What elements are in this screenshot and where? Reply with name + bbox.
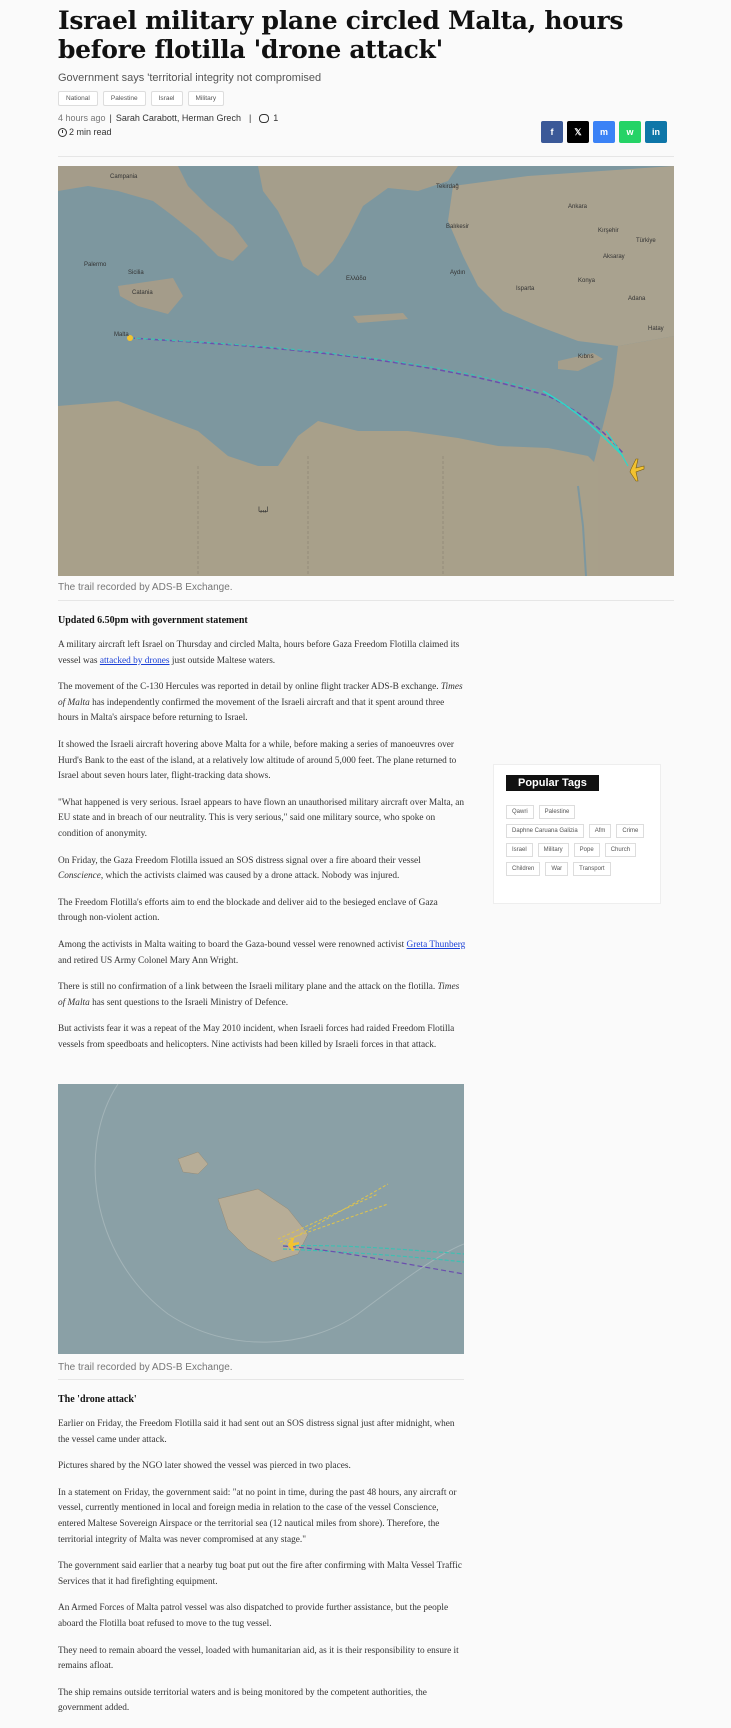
headline: Israel military plane circled Malta, hours before flotilla 'drone attack' — [58, 6, 624, 64]
article-body-continued — [58, 1394, 466, 1728]
byline-separator: | — [248, 113, 252, 123]
messenger-share-button[interactable]: m — [593, 121, 615, 143]
popular-tag[interactable]: Qawri — [506, 805, 534, 819]
map-label: Catania — [132, 290, 153, 296]
popular-tag[interactable]: Military — [538, 843, 569, 857]
popular-tags-list — [506, 805, 656, 876]
map-label: Ελλάδα — [346, 276, 367, 282]
share-bar — [541, 121, 667, 143]
popular-tag[interactable]: War — [545, 862, 568, 876]
update-note: Updated 6.50pm with government statement — [58, 615, 248, 626]
paragraph: In a statement on Friday, the government said: "at no point in time, during the past 48 hours, any aircraft or vessel, currently mentioned in local and foreign media in relation to the case of the vessel Conscience, entered Maltese Sovereign Airspace or the territorial sea (12 nautical miles from shore). Therefore, the territorial integrity of Malta was never compromised at any stage." — [58, 1487, 457, 1545]
map-label: Adana — [628, 296, 646, 302]
tag-chip[interactable]: Israel — [151, 91, 183, 106]
greta-thunberg-link[interactable]: Greta Thunberg — [406, 939, 466, 950]
tag-chip[interactable]: Military — [188, 91, 225, 106]
published-time: 4 hours ago — [58, 113, 106, 123]
tag-chip[interactable]: National — [58, 91, 98, 106]
x-share-button[interactable]: 𝕏 — [567, 121, 589, 143]
attacked-by-drones-link[interactable]: attacked by drones — [99, 655, 170, 666]
popular-tag[interactable]: Palestine — [539, 805, 576, 819]
map-caption: The trail recorded by ADS-B Exchange. — [58, 1362, 233, 1373]
malta-trail-map — [58, 1084, 464, 1354]
popular-tags-widget — [493, 764, 661, 904]
map-label: Palermo — [84, 262, 107, 268]
section-heading: The 'drone attack' — [58, 1394, 137, 1405]
divider — [58, 600, 674, 601]
flight-trail-map — [58, 166, 674, 576]
map-label: Kırşehir — [598, 228, 619, 234]
map-label: Aksaray — [603, 254, 625, 260]
popular-tag[interactable]: Children — [506, 862, 540, 876]
divider — [58, 156, 674, 157]
read-time — [58, 127, 112, 137]
byline-separator: | — [109, 113, 112, 123]
article-body — [58, 615, 466, 1064]
map-label: Campania — [110, 174, 138, 180]
paragraph: Earlier on Friday, the Freedom Flotilla said it had sent out an SOS distress signal just after midnight, when the vessel came under attack. — [58, 1419, 455, 1445]
popular-tag[interactable]: Church — [605, 843, 636, 857]
paragraph: An Armed Forces of Malta patrol vessel was also dispatched to provide further assistance, but the people aboard the Flotilla boat refused to move to the tug vessel. — [58, 1603, 449, 1629]
map-label: Aydın — [450, 270, 466, 276]
paragraph: "What happened is very serious. Israel appears to have flown an unauthorised military aircraft over Malta, an EU state and in breach of our neutrality. This is very serious," said one military source, who spoke on condition of anonymity. — [58, 797, 464, 839]
top-tags — [58, 91, 674, 106]
popular-tag[interactable]: Israel — [506, 843, 533, 857]
popular-tags-title: Popular Tags — [506, 775, 599, 791]
map-graphic — [58, 166, 674, 576]
popular-tag[interactable]: Pope — [574, 843, 600, 857]
clock-icon — [58, 128, 67, 137]
map-label: Isparta — [516, 286, 535, 292]
popular-tag[interactable]: Crime — [616, 824, 644, 838]
map-graphic — [58, 1084, 464, 1354]
map-label: Konya — [578, 278, 596, 284]
paragraph: Pictures shared by the NGO later showed the vessel was pierced in two places. — [58, 1461, 351, 1472]
divider — [58, 1379, 464, 1380]
facebook-share-button[interactable]: f — [541, 121, 563, 143]
article-page — [58, 0, 674, 1714]
paragraph: A military aircraft left Israel on Thursday and circled Malta, hours before Gaza Freedom Flotilla claimed its vessel was attacked by drones just outside Maltese waters. — [58, 640, 460, 666]
tag-chip[interactable]: Palestine — [103, 91, 146, 106]
paragraph: The Freedom Flotilla's efforts aim to end the blockade and deliver aid to the besieged enclave of Gaza through non-violent action. — [58, 897, 438, 924]
map-label: Kıbrıs — [578, 354, 594, 360]
popular-tag[interactable]: Daphne Caruana Galizia — [506, 824, 584, 838]
read-time-label: 2 min read — [69, 127, 112, 137]
popular-tag[interactable]: Transport — [573, 862, 610, 876]
whatsapp-share-button[interactable]: w — [619, 121, 641, 143]
paragraph: There is still no confirmation of a link between the Israeli military plane and the attack on the flotilla. Times of Malta has sent questions to the Israeli Ministry of Defence. — [58, 982, 460, 1008]
map-label: Malta — [114, 332, 129, 338]
map-label: Hatay — [648, 326, 664, 332]
paragraph: The movement of the C-130 Hercules was reported in detail by online flight tracker ADS-B exchange. Times of Malta has independently confirmed the movement of the Israeli aircraft and that it spent around three hours in Malta's airspace before returning to Israel. — [58, 682, 463, 724]
map-caption: The trail recorded by ADS-B Exchange. — [58, 582, 233, 593]
map-label: Sicilia — [128, 270, 144, 276]
map-label: Ankara — [568, 204, 588, 210]
comment-icon[interactable] — [259, 114, 269, 123]
map-label: ليبيا — [258, 506, 269, 514]
linkedin-share-button[interactable]: in — [645, 121, 667, 143]
authors[interactable]: Sarah Carabott, Herman Grech — [115, 113, 241, 123]
paragraph: Among the activists in Malta waiting to board the Gaza-bound vessel were renowned activist Greta Thunberg and retired US Army Colonel Mary Ann Wright. — [58, 939, 466, 966]
paragraph: The ship remains outside territorial waters and is being monitored by the competent authorities, the government added. — [58, 1687, 427, 1714]
paragraph: On Friday, the Gaza Freedom Flotilla issued an SOS distress signal over a fire aboard their vessel Conscience, which the activists claimed was caused by a drone attack. Nobody was injured. — [58, 855, 421, 882]
paragraph: It showed the Israeli aircraft hovering above Malta for a while, before making a series of manoeuvres over Hurd's Bank to the east of the island, at a relatively low altitude of around 5,000 feet. The plane returned to Israel about seven hours later, flight-tracking data shows. — [58, 739, 457, 782]
paragraph: The government said earlier that a nearby tug boat put out the fire after confirming with Malta Vessel Traffic Services that it had firefighting equipment. — [58, 1561, 462, 1587]
map-label: Tekirdağ — [436, 184, 459, 190]
paragraph: They need to remain aboard the vessel, loaded with humanitarian aid, as it is their responsibility to ensure it remains afloat. — [58, 1645, 459, 1672]
paragraph: But activists fear it was a repeat of the May 2010 incident, when Israeli forces had raided Freedom Flotilla vessels from speedboats and helicopters. Nine activists had been killed by Israeli forces in that attack. — [58, 1024, 455, 1050]
popular-tag[interactable]: Afm — [589, 824, 612, 838]
subtitle: Government says 'territorial integrity not compromised — [58, 72, 322, 84]
comment-count[interactable]: 1 — [273, 113, 279, 123]
map-label: Balıkesir — [446, 224, 470, 230]
map-label: Türkiye — [636, 238, 656, 244]
